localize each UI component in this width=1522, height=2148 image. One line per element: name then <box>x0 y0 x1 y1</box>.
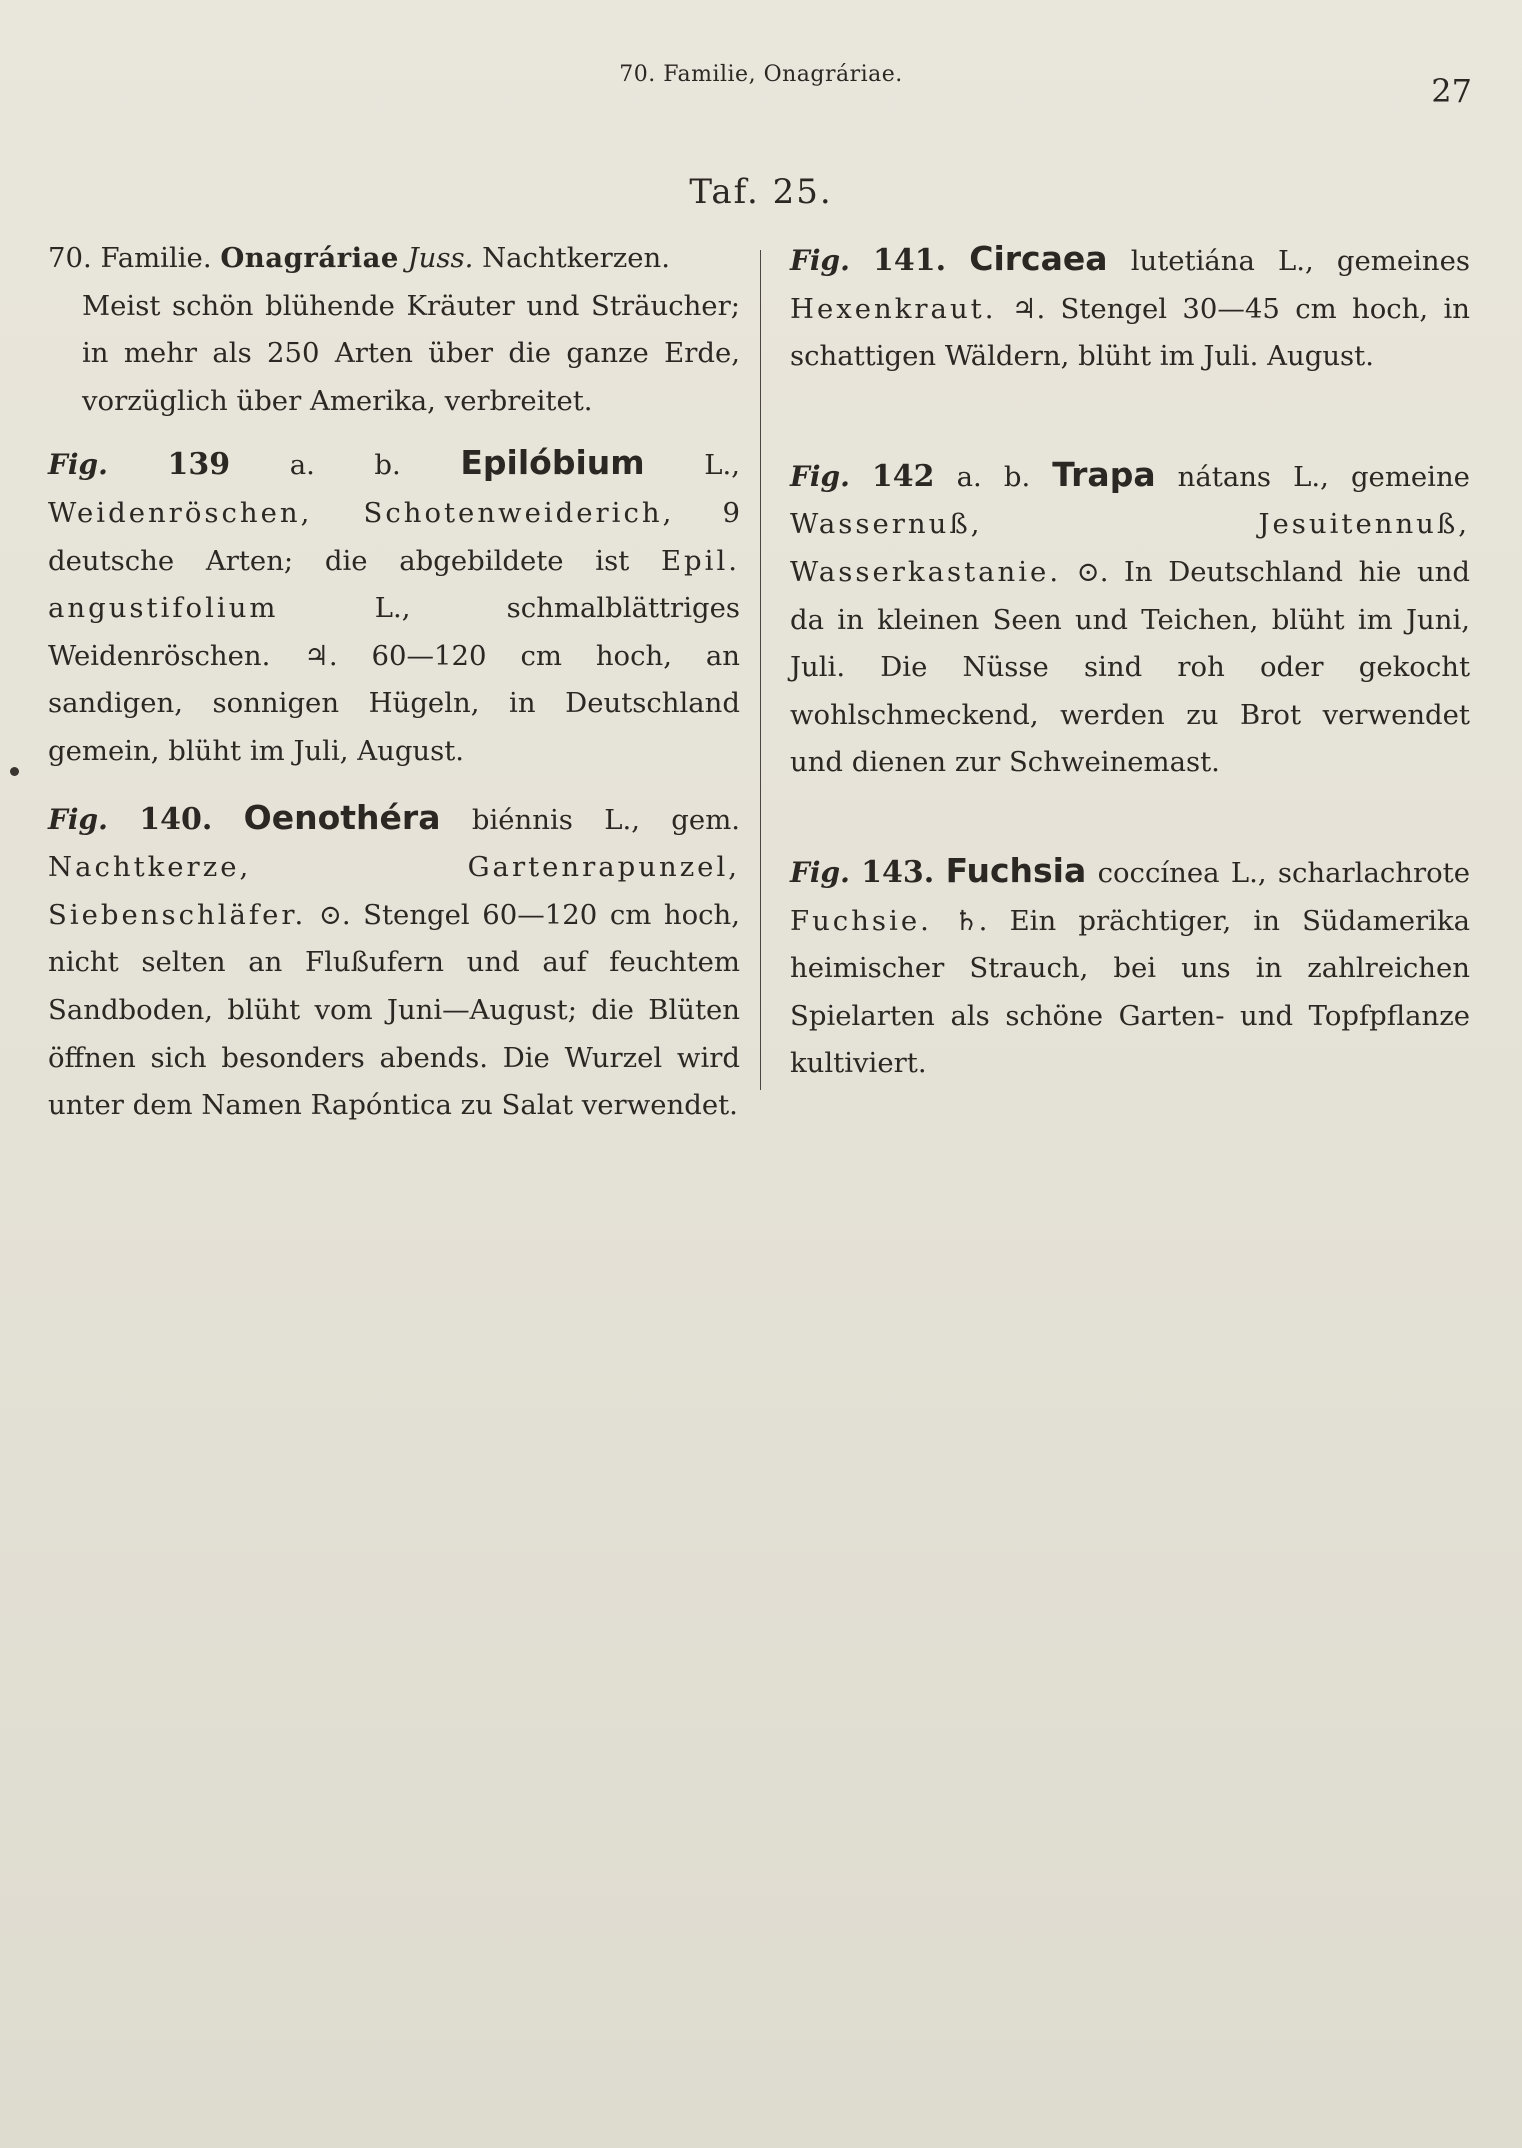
margin-dot <box>10 767 19 776</box>
family-description: Meist schön blühende Kräuter und Sträucher; in mehr als 250 Arten über die ganze Erde, vorzüglich über Amerika, verbreitet. <box>82 289 740 417</box>
family-heading <box>48 235 740 283</box>
fig-number: 143. <box>861 854 935 890</box>
page-number: 27 <box>1431 72 1472 110</box>
fig-text-1: nátans L., gemeine <box>1177 460 1470 493</box>
fig-number: 141. <box>873 243 947 278</box>
genus-name: Trapa <box>1052 454 1156 494</box>
fig-number: 140. <box>139 801 213 837</box>
fig-text-2: 9 deutsche Arten; die abgebildete ist <box>48 496 740 577</box>
genus-name: Epilóbium <box>460 443 645 483</box>
figure-entry-139 <box>48 439 740 775</box>
page-header <box>0 52 1522 112</box>
fig-number: 142 <box>871 458 935 494</box>
fig-label: Fig. <box>48 802 108 836</box>
right-column <box>790 235 1470 1088</box>
fig-number: 139 <box>167 447 231 483</box>
fig-text-1: L., <box>704 449 741 482</box>
fig-text-2: ♃. Stengel 30—45 cm hoch, in schattigen Wäldern, blüht im Juli. August. <box>790 292 1470 373</box>
fig-common-names: Fuchsie. <box>790 904 932 937</box>
family-author: Juss. <box>407 242 474 274</box>
fig-label: Fig. <box>790 459 850 493</box>
genus-name: Oenothéra <box>243 797 441 837</box>
fig-label: Fig. <box>48 448 108 482</box>
family-name: Onagráriae <box>220 242 399 274</box>
left-column <box>48 235 740 1130</box>
fig-common-names: Nachtkerze, Gartenrapunzel, Siebenschläfer. <box>48 851 740 931</box>
fig-text-2: ♄. Ein prächtiger, in Südamerika heimischer Strauch, bei uns in zahlreichen Spielarten als schöne Garten- und Topfpflanze kultiviert. <box>790 904 1470 1080</box>
figure-entry-141 <box>790 235 1470 381</box>
plate-title: Taf. 25. <box>689 172 833 212</box>
fig-text-2: ⊙. In Deutschland hie und da in kleinen Seen und Teichen, blüht im Juni, Juli. Die Nüsse sind roh oder gekocht wohlschmeckend, werden zu Brot verwendet und dienen zur Schweinemast. <box>790 555 1470 779</box>
fig-text-1: biénnis L., gem. <box>471 803 741 836</box>
fig-label: Fig. <box>790 244 850 277</box>
column-divider <box>760 250 761 1090</box>
fig-suffix: a. b. <box>956 460 1031 493</box>
running-head: 70. Familie, Onagráriae. <box>619 62 903 87</box>
fig-text-3: L., schmalblättriges Weidenröschen. ♃. 60—120 cm hoch, an sandigen, sonnigen Hügeln, in Deutschland gemein, blüht im Juli, August. <box>48 592 740 767</box>
family-common-name: Nachtkerzen. <box>482 242 671 274</box>
fig-common-names: Wassernuß, Jesuitennuß, Wasserkastanie. <box>790 508 1470 588</box>
genus-name: Fuchsia <box>945 850 1087 890</box>
family-lead: 70. Familie. <box>48 242 212 274</box>
fig-text-1: lutetiána L., gemeines <box>1130 245 1471 277</box>
figure-entry-143 <box>790 847 1470 1088</box>
genus-name: Circaea <box>969 239 1108 278</box>
fig-common-names: Hexenkraut. <box>790 292 997 325</box>
fig-species-name: Epil. angustifolium <box>48 544 740 625</box>
fig-text-2: ⊙. Stengel 60—120 cm hoch, nicht selten an Flußufern und auf feuchtem Sandboden, blüht vom Juni—August; die Blüten öffnen sich besonders abends. Die Wurzel wird unter dem Namen Rapóntica zu Salat verwendet. <box>48 898 740 1122</box>
fig-label: Fig. <box>790 855 850 889</box>
fig-suffix: a. b. <box>289 449 401 482</box>
fig-common-names: Weidenröschen, Schotenweiderich, <box>48 496 675 529</box>
figure-entry-140 <box>48 794 740 1130</box>
figure-entry-142 <box>790 451 1470 787</box>
fig-text-1: coccínea L., scharlachrote <box>1097 856 1470 889</box>
